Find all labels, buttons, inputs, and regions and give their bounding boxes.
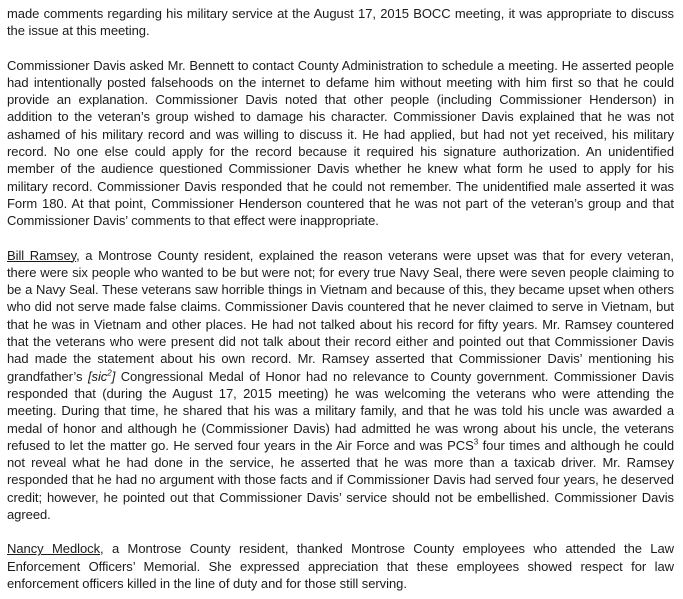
text-run: ] [111,368,116,384]
paragraph-bill-ramsey [7,247,674,524]
text-run: four times and although he could not reveal what he had done in the service, he asserted that he was more than a taxicab driver. Mr. Ramsey responded that he had no argument with those facts and if Commissioner Davis had served four years, he deserved credit; however, he pointed out that Commissioner Davis’ service should not be embellished. Commissioner Davis agreed. [7,437,674,523]
paragraph-meeting-continuation [7,5,674,40]
speaker-name: Bill Ramsey [7,247,77,263]
text-run: [sic [87,368,108,384]
text-run: Commissioner Davis asked Mr. Bennett to contact County Administration to schedule a meeting. He asserted people had intentionally posted falsehoods on the internet to defame him without meeting with him first so that he could provide an explanation. Commissioner Davis noted that other people (including Commissioner Henderson) in addition to the veteran’s group wished to damage his character. Commissioner Davis explained that he was not ashamed of his military record and was willing to discuss it. He had applied, but had not yet received, his military record. No one else could apply for the record because it required his signature authorization. An unidentified member of the audience questioned Commissioner Davis whether he knew what form he used to apply for his military record. Commissioner Davis responded that he could not remember. The unidentified male asserted it was Form 180. At that point, Commissioner Henderson countered that he was not part of the veteran’s group and that Commissioner Davis’ comments to that effect were inappropriate. [7,57,674,229]
text-run: , a Montrose County resident, thanked Montrose County employees who attended the Law Enforcement Officers’ Memorial. She expressed appreciation that these employees showed respect for law enforcement officers killed in the line of duty and for those still serving. [7,541,675,591]
document-body [7,5,674,592]
footnote-marker: 2 [107,368,112,378]
paragraph-nancy-medlock [7,540,674,592]
text-run: Congressional Medal of Honor had no relevance to County government. Commissioner Davis responded that (during the August 17, 2015 meeting) he was welcoming the veterans who were attending the meeting. During that time, he shared that his was a military family, and that he was told his uncle was awarded a medal of honor and although he (Commissioner Davis) had admitted he was wrong about his uncle, the veterans refused to let the matter go. He served four years in the Air Force and was PCS [7,368,674,453]
paragraph-commissioner-davis [7,57,674,230]
speaker-name: Nancy Medlock [7,541,101,557]
text-run: , a Montrose County resident, explained the reason veterans were upset was that for every veteran, there were six people who wanted to be but were not; for every true Navy Seal, there were seven people claiming to be a Navy Seal. These veterans saw horrible things in Vietnam and because of this, they became upset when others who did not serve made false claims. Commissioner Davis countered that he never claimed to serve in Vietnam, but that he was in Vietnam and other places. He had not talked about his record for fifty years. Mr. Ramsey countered that the veterans who were present did not talk about their record either and pointed out that Commissioner Davis had made the statement about his own record. Mr. Ramsey asserted that Commissioner Davis’ mentioning his grandfather’s [7,247,674,384]
footnote-marker: 3 [473,437,479,447]
text-run: made comments regarding his military service at the August 17, 2015 BOCC meeting, it was appropriate to discuss the issue at this meeting. [7,6,674,39]
